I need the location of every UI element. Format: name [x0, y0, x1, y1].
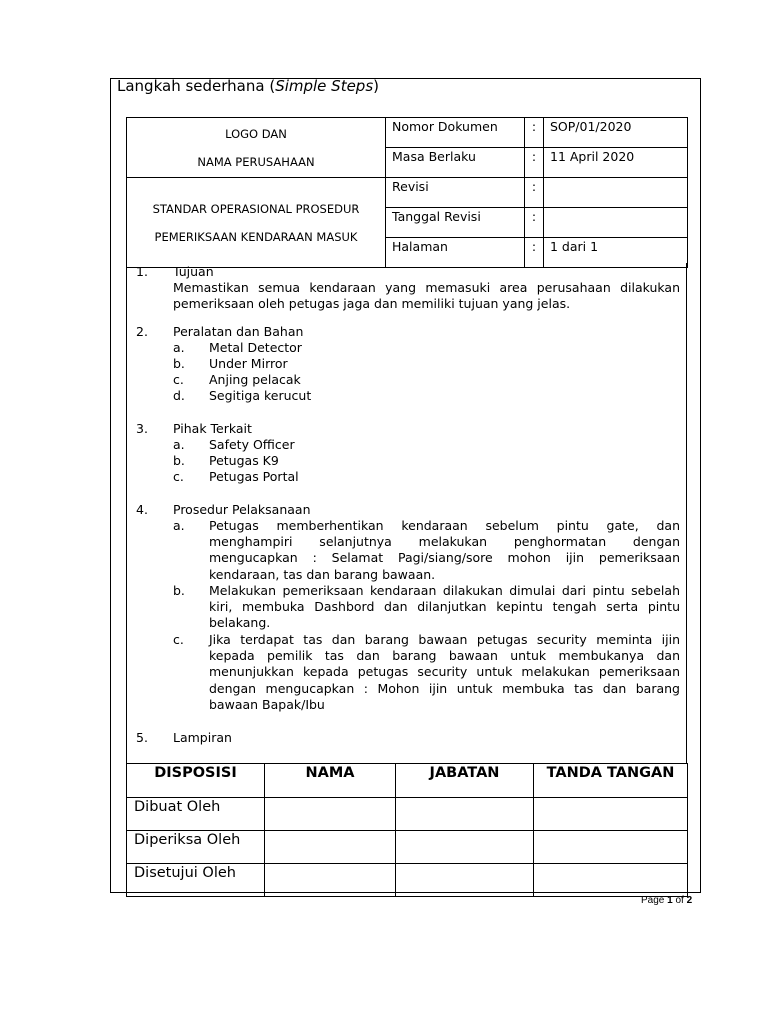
- header-colon: :: [525, 208, 544, 238]
- header-value: [544, 208, 688, 238]
- section-number: 2.: [136, 324, 148, 339]
- section-text: Memastikan semua kendaraan yang memasuki area perusahaan dilakukan pemeriksaan oleh petugas jaga dan memiliki tujuan yang jelas.: [173, 280, 680, 312]
- header-colon: :: [525, 118, 544, 148]
- sop-title-line1: STANDAR OPERASIONAL PROSEDUR: [152, 201, 360, 216]
- list-letter: b.: [173, 356, 185, 371]
- row-label: Diperiksa Oleh: [127, 831, 265, 864]
- position-cell: [396, 831, 534, 864]
- table-row: [127, 798, 688, 831]
- list-letter: c.: [173, 372, 184, 387]
- company-cell: [127, 118, 386, 178]
- column-header: TANDA TANGAN: [534, 764, 688, 798]
- signature-cell: [534, 864, 688, 897]
- list-text: Melakukan pemeriksaan kendaraan dilakukan dimulai dari pintu sebelah kiri, membuka Dashbord dan dilanjutkan kepintu tengah serta pintu belakang.: [209, 583, 680, 631]
- list-text: Metal Detector: [209, 340, 302, 355]
- page-number: Page 1 of 2: [641, 895, 693, 906]
- header-value: 1 dari 1: [544, 238, 688, 268]
- company-name-label: NAMA PERUSAHAAN: [197, 154, 315, 169]
- column-header: JABATAN: [396, 764, 534, 798]
- section-title: Prosedur Pelaksanaan: [173, 502, 311, 517]
- section-number: 3.: [136, 421, 148, 436]
- list-text: Anjing pelacak: [209, 372, 301, 387]
- section-title: Pihak Terkait: [173, 421, 252, 436]
- section-title: Lampiran: [173, 730, 232, 745]
- section-number: 4.: [136, 502, 148, 517]
- sop-title-line2: PEMERIKSAAN KENDARAAN MASUK: [154, 229, 358, 244]
- procedure-body: [126, 263, 687, 764]
- header-label: Halaman: [386, 238, 525, 268]
- disposition-header-row: [127, 764, 688, 798]
- signature-cell: [534, 831, 688, 864]
- header-colon: :: [525, 238, 544, 268]
- list-text: Jika terdapat tas dan barang bawaan petugas security meminta ijin kepada pemilik tas dan barang bawaan untuk membukanya dan menunjukkan kepada petugas security untuk melakukan pemeriksaan dengan mengucapkan : Mohon ijin untuk membuka tas dan barang bawaan Bapak/Ibu: [209, 632, 680, 712]
- signature-cell: [534, 798, 688, 831]
- header-label: Tanggal Revisi: [386, 208, 525, 238]
- list-text: Segitiga kerucut: [209, 388, 312, 403]
- name-cell: [265, 798, 396, 831]
- column-header: NAMA: [265, 764, 396, 798]
- header-colon: :: [525, 148, 544, 178]
- header-label: Masa Berlaku: [386, 148, 525, 178]
- sop-title-cell: [127, 178, 386, 268]
- header-value: SOP/01/2020: [544, 118, 688, 148]
- list-letter: c.: [173, 632, 184, 647]
- list-letter: b.: [173, 583, 185, 598]
- list-letter: a.: [173, 518, 185, 533]
- header-row: [127, 178, 688, 208]
- name-cell: [265, 831, 396, 864]
- document-title: Langkah sederhana (Simple Steps): [117, 77, 380, 95]
- list-letter: b.: [173, 453, 185, 468]
- section-title: Peralatan dan Bahan: [173, 324, 304, 339]
- list-text: Petugas Portal: [209, 469, 299, 484]
- list-letter: c.: [173, 469, 184, 484]
- table-row: [127, 864, 688, 897]
- list-letter: a.: [173, 437, 185, 452]
- section-title: Tujuan: [173, 264, 214, 279]
- list-text: Petugas memberhentikan kendaraan sebelum pintu gate, dan menghampiri selanjutnya melakukan penghormatan dengan mengucapkan : Selamat Pagi/siang/sore mohon ijin pemeriksaan kendaraan, tas dan barang bawaan.: [209, 518, 680, 582]
- column-header: DISPOSISI: [127, 764, 265, 798]
- table-row: [127, 831, 688, 864]
- list-letter: a.: [173, 340, 185, 355]
- header-value: 11 April 2020: [544, 148, 688, 178]
- row-label: Disetujui Oleh: [127, 864, 265, 897]
- list-text: Safety Officer: [209, 437, 295, 452]
- position-cell: [396, 798, 534, 831]
- disposition-table: [126, 763, 688, 897]
- header-label: Nomor Dokumen: [386, 118, 525, 148]
- row-label: Dibuat Oleh: [127, 798, 265, 831]
- header-value: [544, 178, 688, 208]
- section-number: 5.: [136, 730, 148, 745]
- section-number: 1.: [136, 264, 148, 279]
- list-text: Petugas K9: [209, 453, 279, 468]
- header-colon: :: [525, 178, 544, 208]
- header-row: [127, 118, 688, 148]
- position-cell: [396, 864, 534, 897]
- company-logo-label: LOGO DAN: [225, 126, 287, 141]
- name-cell: [265, 864, 396, 897]
- list-text: Under Mirror: [209, 356, 288, 371]
- list-letter: d.: [173, 388, 185, 403]
- header-table: [126, 117, 688, 268]
- header-label: Revisi: [386, 178, 525, 208]
